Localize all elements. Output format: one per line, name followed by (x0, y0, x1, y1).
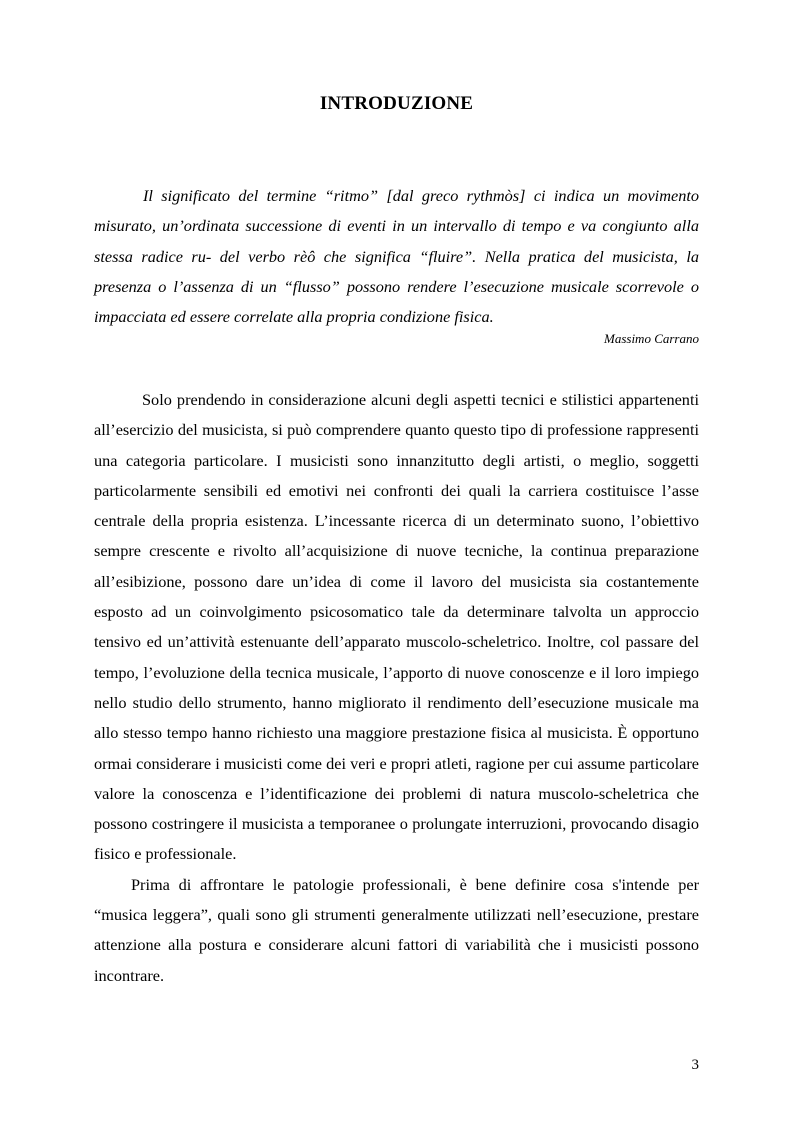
epigraph-author: Massimo Carrano (604, 331, 699, 346)
paragraph: Prima di affrontare le patologie professionali, è bene definire cosa s'intende per “musica leggera”, quali sono gli strumenti generalmente utilizzati nell’esecuzione, prestare attenzione alla postura e considerare alcuni fattori di variabilità che i musicisti possono incontrare. (94, 874, 699, 985)
paragraph: Solo prendendo in considerazione alcuni degli aspetti tecnici e stilistici appartenenti all’esercizio del musicista, si può comprendere quanto questo tipo di professione rappresenti una categoria particolare. I musicisti sono innanzitutto degli artisti, o meglio, soggetti particolarmente sensibili ed emotivi nei confronti dei quali la carriera costituisce l’asse centrale della propria esistenza. L’incessante ricerca di un determinato suono, l’obiettivo sempre crescente e rivolto all’acquisizione di nuove tecniche, la continua preparazione all’esibizione, possono dare un’idea di come il lavoro del musicista sia costantemente esposto ad un coinvolgimento psicosomatico tale da determinare talvolta un approccio tensivo ed un’attività estenuante dell’apparato muscolo-scheletrico. Inoltre, col passare del tempo, l’evoluzione della tecnica musicale, l’apporto di nuove conoscenze e il loro impiego nello studio dello strumento, hanno migliorato il rendimento dell’esecuzione musicale ma allo stesso tempo hanno richiesto una maggiore prestazione fisica al musicista. È opportuno ormai considerare i musicisti come dei veri e propri atleti, ragione per cui assume particolare valore la conoscenza e l’identificazione dei problemi di natura muscolo-scheletrica che possono costringere il musicista a temporanee o prolungate interruzioni, provocando disagio fisico e professionale. (94, 390, 699, 864)
epigraph (94, 181, 699, 332)
page-number: 3 (691, 1057, 699, 1073)
epigraph-text: Il significato del termine “ritmo” [dal greco rythmòs] ci indica un movimento misurato, un’ordinata successione di eventi in un intervallo di tempo e va congiunto alla stessa radice ru- del verbo rèô che significa “fluire”. Nella pratica del musicista, la presenza o l’assenza di un “flusso” possono rendere l’esecuzione musicale scorrevole o impacciata ed essere correlate alla propria condizione fisica. (94, 186, 699, 327)
body-text (94, 385, 699, 991)
page-title: INTRODUZIONE (319, 93, 474, 114)
